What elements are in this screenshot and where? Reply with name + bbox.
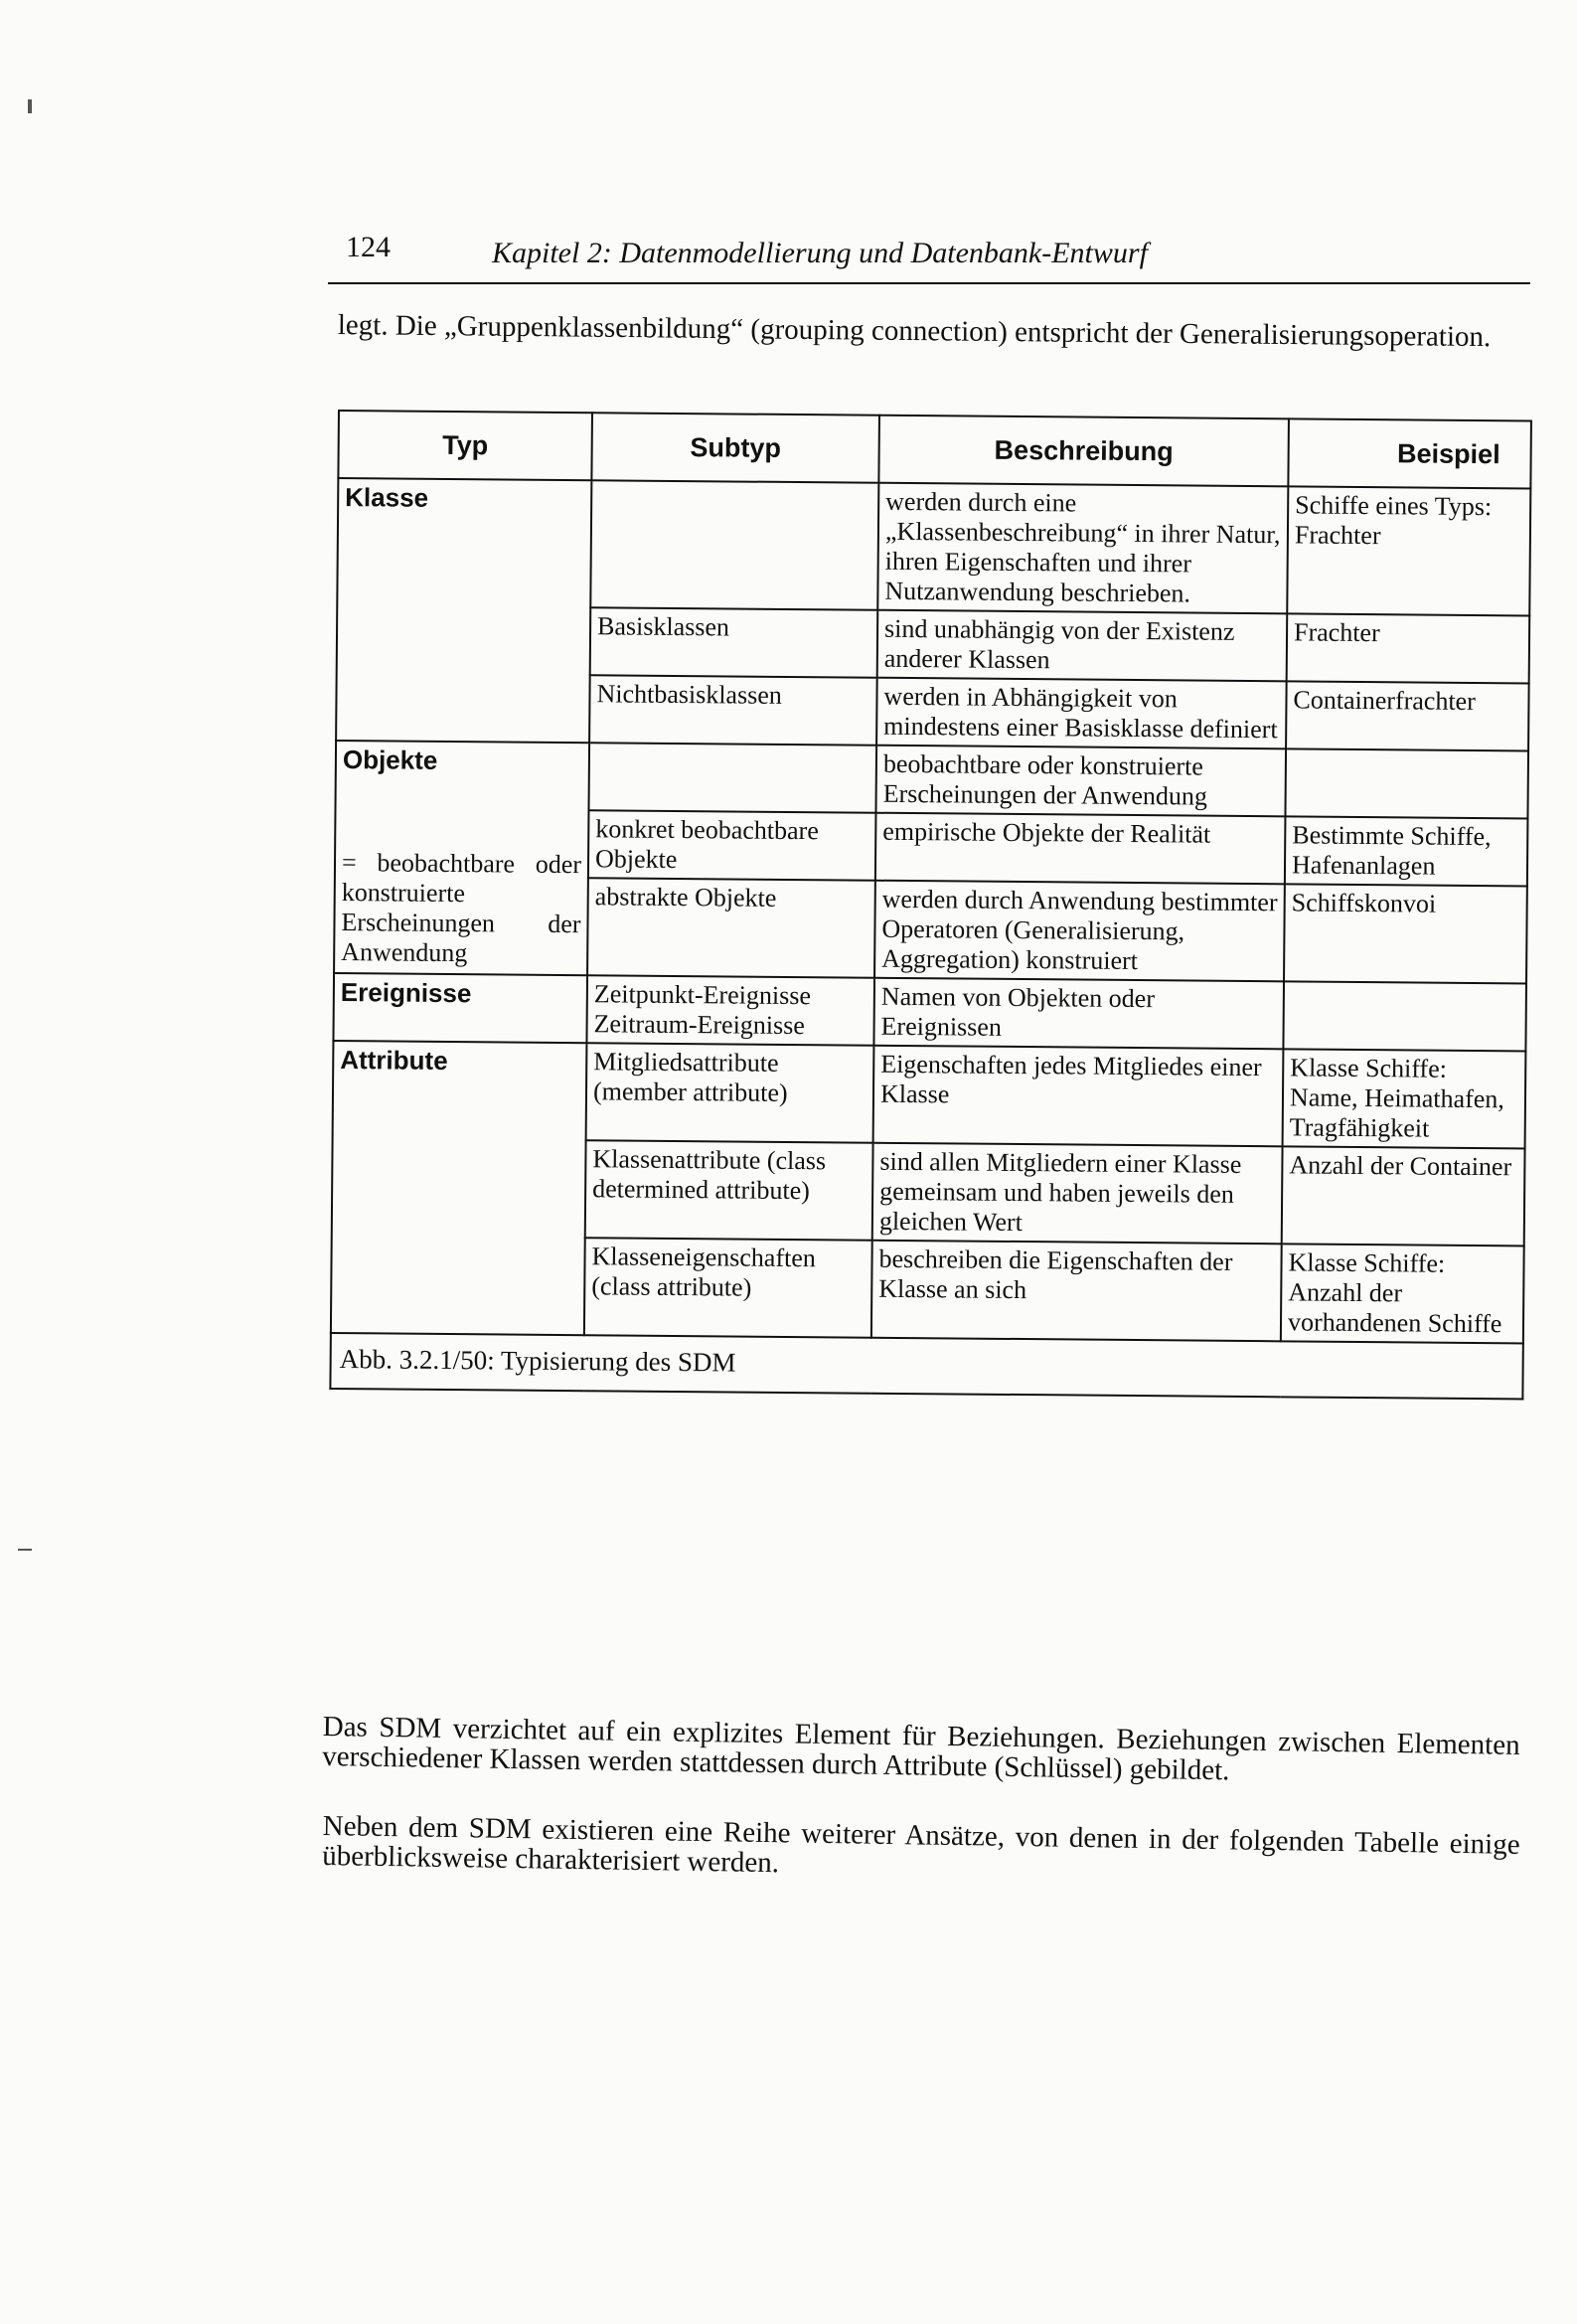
scan-mark xyxy=(28,99,32,113)
beschreibung-cell: empirische Objekte der Realität xyxy=(875,813,1286,885)
caption-row xyxy=(330,1333,1522,1399)
beispiel-cell: Frachter xyxy=(1287,613,1530,683)
typ-description-objekte: = beobachtbare oder konstruierte Erscheinungen der Anwendung xyxy=(341,848,582,968)
sdm-table-figure xyxy=(329,410,1530,1400)
beispiel-cell xyxy=(1283,981,1526,1051)
subtyp-cell: abstrakte Objekte xyxy=(587,878,875,978)
subtyp-zeitraum: Zeitraum-Ereignisse xyxy=(593,1009,806,1041)
beschreibung-cell: sind unabhängig von der Existenz anderer Klassen xyxy=(877,610,1288,682)
page-header xyxy=(328,231,1530,284)
subtyp-cell: Mitgliedsattribute (member attribute) xyxy=(586,1043,874,1143)
beschreibung-cell: sind allen Mitgliedern einer Klasse gemeinsam und haben jeweils den gleichen Wert xyxy=(872,1143,1283,1245)
typ-cell-attribute: Attribute xyxy=(331,1041,587,1335)
column-header-beschreibung: Beschreibung xyxy=(878,415,1289,487)
body-paragraph: Das SDM verzichtet auf ein explizites Element für Beziehungen. Beziehungen zwischen Elementen verschiedener Klassen werden stattdessen durch Attribute (Schlüssel) gebildet. xyxy=(322,1711,1520,1787)
beispiel-cell: Klasse Schiffe: Anzahl der vorhandenen Schiffe xyxy=(1281,1244,1524,1343)
beispiel-cell: Klasse Schiffe: Name, Heimathafen, Tragfähigkeit xyxy=(1283,1049,1526,1148)
beschreibung-cell: Namen von Objekten oder Ereignissen xyxy=(873,978,1284,1050)
table-row xyxy=(336,741,1529,818)
subtyp-cell: Nichtbasisklassen xyxy=(589,675,877,746)
column-header-beispiel: Beispiel xyxy=(1288,418,1531,488)
beispiel-cell xyxy=(1285,748,1528,818)
beispiel-cell: Schiffskonvoi xyxy=(1284,884,1527,983)
beschreibung-cell: beobachtbare oder konstruierte Erscheinungen der Anwendung xyxy=(875,746,1286,817)
beschreibung-cell: werden in Abhängigkeit von mindestens einer Basisklasse definiert xyxy=(876,678,1287,749)
table-row xyxy=(337,478,1530,615)
column-header-typ: Typ xyxy=(338,411,592,480)
table-row xyxy=(333,1041,1526,1148)
subtyp-cell xyxy=(586,975,874,1046)
typ-cell-klasse: Klasse xyxy=(336,478,591,743)
running-title: Kapitel 2: Datenmodellierung und Datenbank-Entwurf xyxy=(492,237,1148,269)
beschreibung-cell: werden durch Anwendung bestimmter Operatoren (Generalisierung, Aggregation) konstruiert xyxy=(874,881,1285,982)
sdm-typology-table xyxy=(329,410,1532,1400)
scan-mark xyxy=(18,1549,32,1551)
table-row xyxy=(333,973,1526,1051)
beispiel-cell: Schiffe eines Typs: Frachter xyxy=(1287,486,1530,615)
page-number: 124 xyxy=(346,231,391,263)
beispiel-cell: Anzahl der Container xyxy=(1282,1146,1525,1245)
subtyp-cell: konkret beobachtbare Objekte xyxy=(588,810,876,881)
typ-label-objekte: Objekte xyxy=(342,745,438,775)
intro-paragraph: legt. Die „Gruppenklassenbildung“ (grouping connection) entspricht der Generalisierungsoperation. xyxy=(337,309,1492,354)
figure-caption: Abb. 3.2.1/50: Typisierung des SDM xyxy=(330,1333,1522,1399)
subtyp-cell: Klassenattribute (class determined attribute) xyxy=(585,1140,873,1241)
body-paragraph: Neben dem SDM existieren eine Reihe weiterer Ansätze, von denen in der folgenden Tabelle einige überblicksweise charakterisiert werden. xyxy=(322,1810,1520,1880)
beispiel-cell: Containerfrachter xyxy=(1286,681,1529,750)
beispiel-cell: Bestimmte Schiffe, Hafenanlagen xyxy=(1285,816,1528,886)
column-header-subtyp: Subtyp xyxy=(591,413,879,483)
subtyp-cell xyxy=(588,743,876,813)
beschreibung-cell: beschreiben die Eigenschaften der Klasse an sich xyxy=(871,1241,1282,1342)
typ-cell-ereignisse: Ereignisse xyxy=(333,973,587,1043)
subtyp-cell xyxy=(590,480,878,610)
typ-cell-objekte xyxy=(334,741,589,975)
subtyp-zeitpunkt: Zeitpunkt-Ereignisse xyxy=(593,979,812,1011)
subtyp-cell: Klasseneigenschaften (class attribute) xyxy=(584,1238,872,1338)
beschreibung-cell: werden durch eine „Klassenbeschreibung“ in ihrer Natur, ihren Eigenschaften und ihrer Nutzanwendung beschrieben. xyxy=(877,483,1288,614)
subtyp-cell: Basisklassen xyxy=(590,607,878,678)
beschreibung-cell: Eigenschaften jedes Mitgliedes einer Klasse xyxy=(873,1046,1284,1147)
table-header-row xyxy=(338,411,1531,488)
